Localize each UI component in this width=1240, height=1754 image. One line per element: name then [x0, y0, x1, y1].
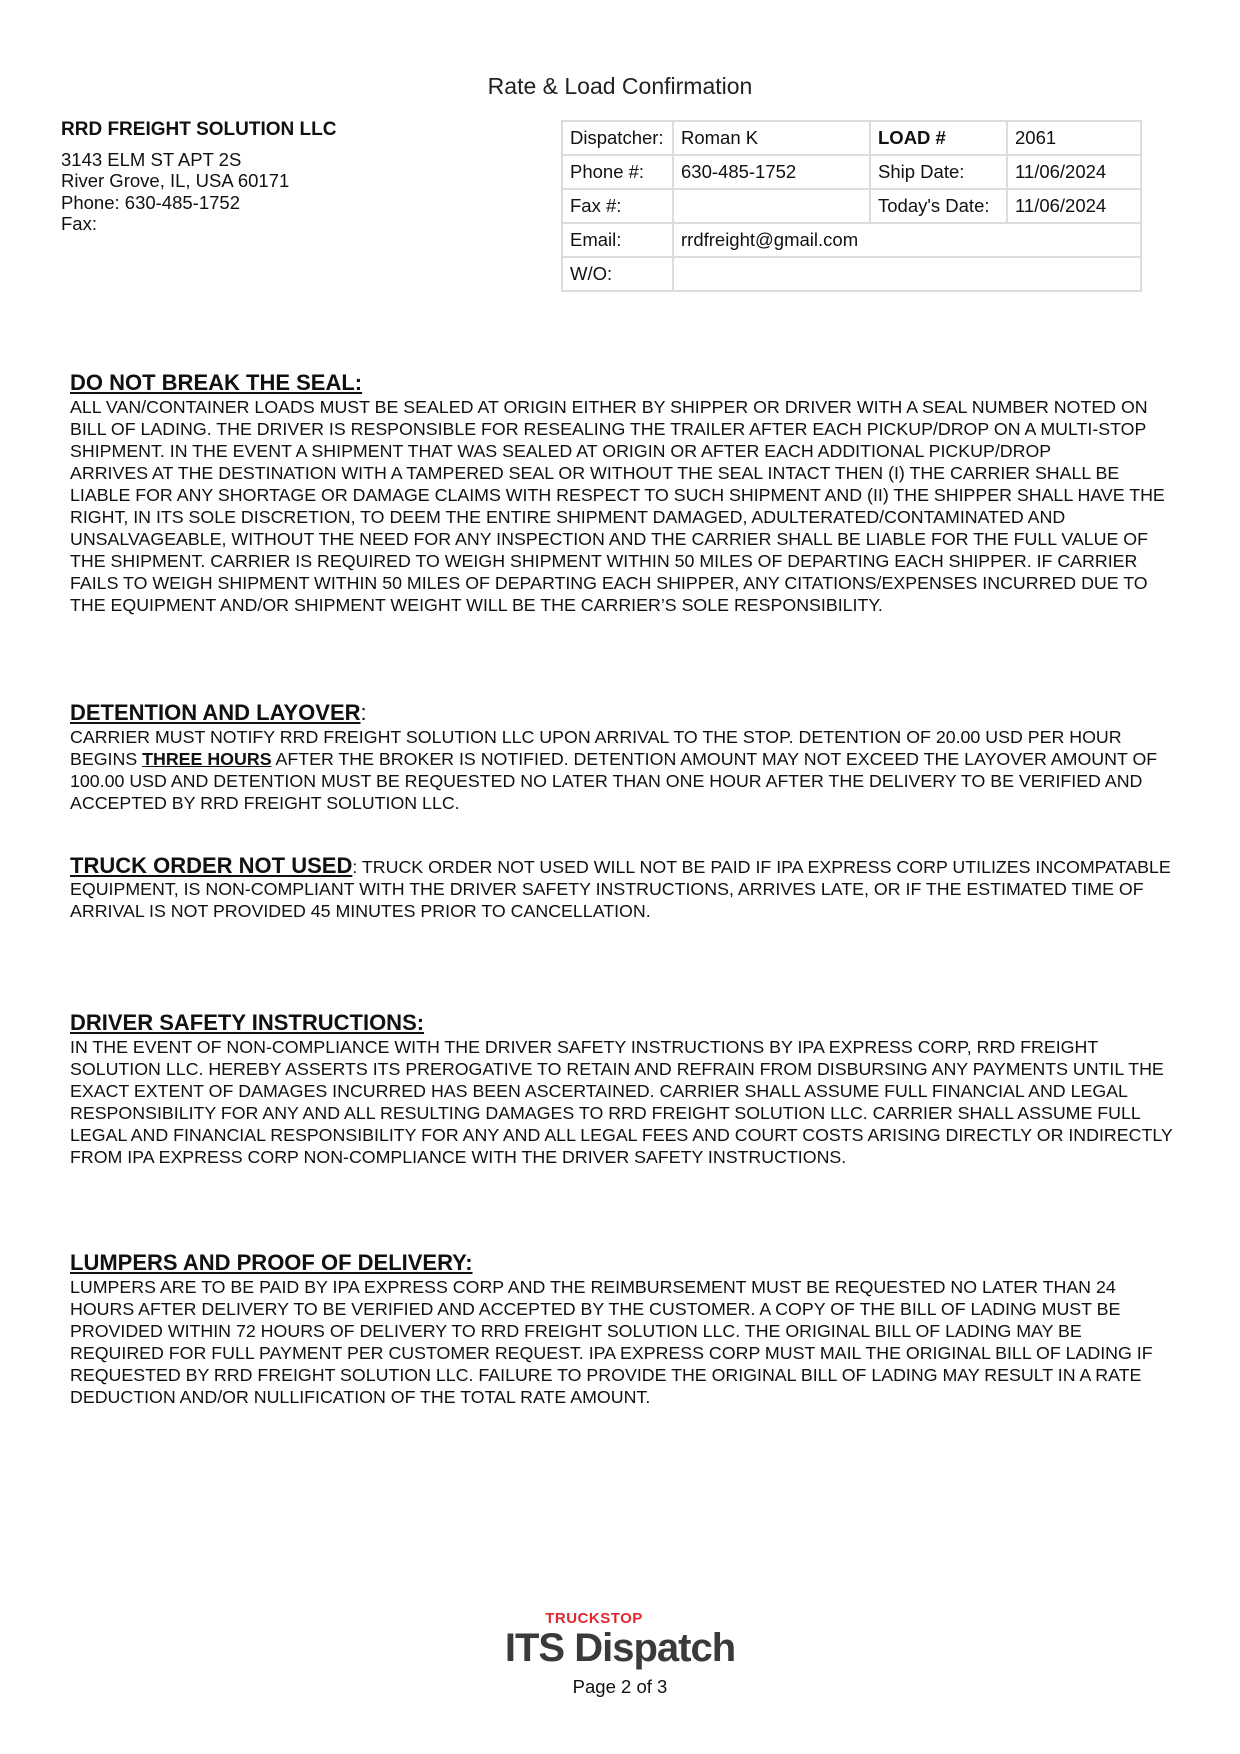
work-order-label: W/O: — [562, 257, 673, 291]
fax-value — [673, 189, 870, 223]
seal-paragraph-1: ALL VAN/CONTAINER LOADS MUST BE SEALED AT ORIGIN EITHER BY SHIPPER OR DRIVER WITH A SEAL NUMBER NOTED ON BILL OF LADING. THE DRIVER IS RESPONSIBLE FOR RESEALING THE TRAILER AFTER EACH PICKUP/DROP ON A MULTI-STOP SHIPMENT. IN THE EVENT A SHIPMENT THAT WAS SEALED AT ORIGIN OR AFTER EACH ADDITIONAL PICKUP/DROP — [70, 397, 1148, 461]
company-name: RRD FREIGHT SOLUTION LLC — [61, 119, 337, 140]
company-address-line2: River Grove, IL, USA 60171 — [61, 170, 290, 191]
table-row — [562, 223, 1141, 257]
load-number-value: 2061 — [1007, 121, 1141, 155]
phone-label: Phone #: — [562, 155, 673, 189]
detention-text-a: CARRIER MUST NOTIFY RRD FREIGHT SOLUTION LLC UPON ARRIVAL TO THE STOP. DETENTION OF 20.00 USD PER HOUR BEGINS — [70, 727, 1122, 769]
lumpers-title: LUMPERS AND PROOF OF DELIVERY: — [70, 1250, 473, 1275]
seal-section — [70, 370, 1180, 616]
table-row — [562, 121, 1141, 155]
document-title: Rate & Load Confirmation — [487, 73, 753, 99]
company-address-line1: 3143 ELM ST APT 2S — [61, 148, 242, 170]
seal-title: DO NOT BREAK THE SEAL: — [70, 370, 363, 395]
lumpers-section — [70, 1250, 1180, 1408]
page-number: Page 2 of 3 — [572, 1676, 668, 1697]
detention-title-colon: : — [360, 700, 367, 725]
driver-safety-section — [70, 1010, 1180, 1168]
todays-date-label: Today's Date: — [870, 189, 1007, 223]
logo-brand-top: TRUCKSTOP — [545, 1610, 643, 1627]
detention-heading — [70, 700, 1180, 726]
email-label: Email: — [562, 223, 673, 257]
work-order-value — [673, 257, 1141, 291]
truck-order-section — [70, 855, 1180, 922]
dispatcher-label: Dispatcher: — [562, 121, 673, 155]
email-value: rrdfreight@gmail.com — [673, 223, 1141, 257]
truck-order-text: : TRUCK ORDER NOT USED WILL NOT BE PAID IF IPA EXPRESS CORP UTILIZES INCOMPATABLE EQUIPMENT, IS NON-COMPLIANT WITH THE DRIVER SAFETY INSTRUCTIONS, ARRIVES LATE, OR IF THE ESTIMATED TIME OF ARRIVAL IS NOT PROVIDED 45 MINUTES PRIOR TO CANCELLATION. — [70, 857, 1171, 921]
lumpers-paragraph: LUMPERS ARE TO BE PAID BY IPA EXPRESS CORP AND THE REIMBURSEMENT MUST BE REQUESTED NO LATER THAN 24 HOURS AFTER DELIVERY TO BE VERIFIED AND ACCEPTED BY THE CUSTOMER. A COPY OF THE BILL OF LADING MUST BE PROVIDED WITHIN 72 HOURS OF DELIVERY TO RRD FREIGHT SOLUTION LLC. THE ORIGINAL BILL OF LADING MAY BE REQUIRED FOR FULL PAYMENT PER CUSTOMER REQUEST. IPA EXPRESS CORP MUST MAIL THE ORIGINAL BILL OF LADING IF REQUESTED BY RRD FREIGHT SOLUTION LLC. FAILURE TO PROVIDE THE ORIGINAL BILL OF LADING MAY RESULT IN A RATE DEDUCTION AND/OR NULLIFICATION OF THE TOTAL RATE AMOUNT. — [70, 1277, 1153, 1407]
detention-emphasis: THREE HOURS — [142, 749, 272, 769]
driver-safety-heading — [70, 1010, 1180, 1036]
detention-text-b: AFTER THE BROKER IS NOTIFIED. DETENTION AMOUNT MAY NOT EXCEED THE LAYOVER AMOUNT OF 100.00 USD AND DETENTION MUST BE REQUESTED NO LATER THAN ONE HOUR AFTER THE DELIVERY TO BE VERIFIED AND ACCEPTED BY RRD FREIGHT SOLUTION LLC. — [70, 749, 1158, 813]
ship-date-label: Ship Date: — [870, 155, 1007, 189]
detention-section — [70, 700, 1180, 814]
todays-date-value: 11/06/2024 — [1007, 189, 1141, 223]
company-block — [61, 119, 336, 235]
truckstop-logo — [0, 1610, 1240, 1668]
detention-paragraph — [70, 726, 1180, 814]
load-number-label: LOAD # — [870, 121, 1007, 155]
lumpers-heading — [70, 1250, 1180, 1276]
company-fax: Fax: — [61, 213, 97, 234]
table-row — [562, 257, 1141, 291]
truck-order-paragraph — [70, 855, 1180, 922]
dispatcher-value: Roman K — [673, 121, 870, 155]
fax-label: Fax #: — [562, 189, 673, 223]
seal-heading — [70, 370, 1180, 396]
phone-value: 630-485-1752 — [673, 155, 870, 189]
logo-brand-main: ITS Dispatch — [504, 1626, 736, 1670]
seal-paragraph-2: ARRIVES AT THE DESTINATION WITH A TAMPERED SEAL OR WITHOUT THE SEAL INTACT THEN (I) THE CARRIER SHALL BE LIABLE FOR ANY SHORTAGE OR DAMAGE CLAIMS WITH RESPECT TO SUCH SHIPMENT AND (II) THE SHIPPER SHALL HAVE THE RIGHT, IN ITS SOLE DISCRETION, TO DEEM THE ENTIRE SHIPMENT DAMAGED, ADULTERATED/CONTAMINATED AND UNSALVAGEABLE, WITHOUT THE NEED FOR ANY INSPECTION AND THE CARRIER SHALL BE LIABLE FOR THE FULL VALUE OF THE SHIPMENT. CARRIER IS REQUIRED TO WEIGH SHIPMENT WITHIN 50 MILES OF DEPARTING EACH SHIPPER. IF CARRIER FAILS TO WEIGH SHIPMENT WITHIN 50 MILES OF DEPARTING EACH SHIPPER, ANY CITATIONS/EXPENSES INCURRED DUE TO THE EQUIPMENT AND/OR SHIPMENT WEIGHT WILL BE THE CARRIER’S SOLE RESPONSIBILITY. — [70, 463, 1165, 615]
load-info-table — [561, 120, 1142, 292]
driver-safety-title: DRIVER SAFETY INSTRUCTIONS: — [70, 1010, 425, 1035]
detention-title: DETENTION AND LAYOVER — [70, 700, 361, 725]
ship-date-value: 11/06/2024 — [1007, 155, 1141, 189]
driver-safety-paragraph: IN THE EVENT OF NON-COMPLIANCE WITH THE DRIVER SAFETY INSTRUCTIONS BY IPA EXPRESS CORP, RRD FREIGHT SOLUTION LLC. HEREBY ASSERTS ITS PREROGATIVE TO RETAIN AND REFRAIN FROM DISBURSING ANY PAYMENTS UNTIL THE EXACT EXTENT OF DAMAGES INCURRED HAS BEEN ASCERTAINED. CARRIER SHALL ASSUME FULL FINANCIAL AND LEGAL RESPONSIBILITY FOR ANY AND ALL RESULTING DAMAGES TO RRD FREIGHT SOLUTION LLC. CARRIER SHALL ASSUME FULL LEGAL AND FINANCIAL RESPONSIBILITY FOR ANY AND ALL LEGAL FEES AND COURT COSTS ARISING DIRECTLY OR INDIRECTLY FROM IPA EXPRESS CORP NON-COMPLIANCE WITH THE DRIVER SAFETY INSTRUCTIONS. — [70, 1037, 1173, 1167]
table-row — [562, 189, 1141, 223]
table-row — [562, 155, 1141, 189]
truck-order-title: TRUCK ORDER NOT USED — [70, 853, 353, 878]
company-phone: Phone: 630-485-1752 — [61, 191, 240, 213]
